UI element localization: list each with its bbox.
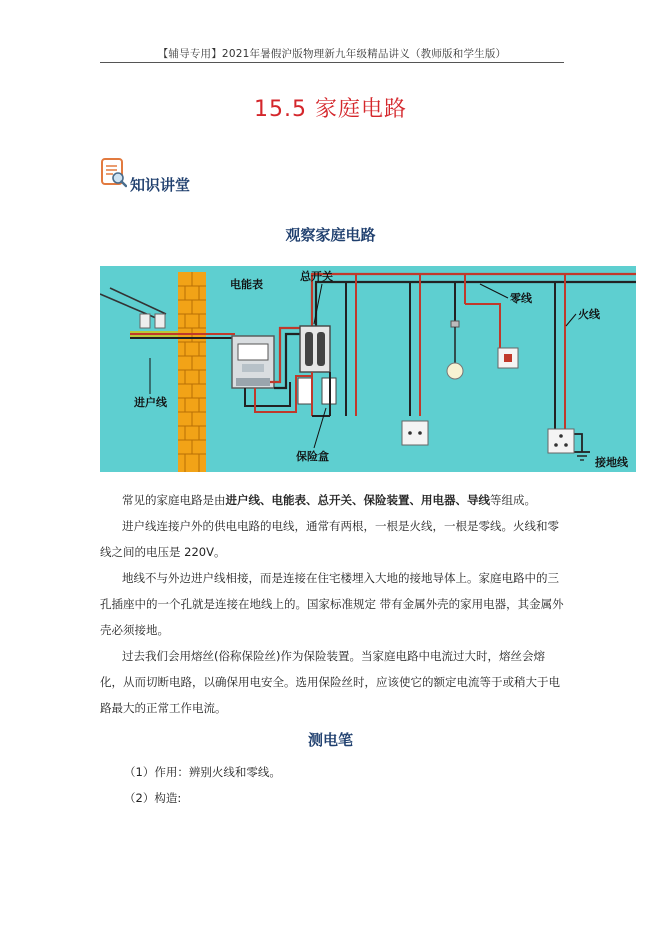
light-bulb <box>447 363 463 379</box>
label-meter: 电能表 <box>230 278 263 291</box>
label-main-switch: 总开关 <box>300 270 333 283</box>
heading-observe-circuit: 观察家庭电路 <box>285 226 376 244</box>
paragraph-fuse: 过去我们会用熔丝(俗称保险丝)作为保险装置。当家庭电路中电流过大时，熔丝会熔化，从而切断电路，以确保用电安全。选用保险丝时，应该使它的额定电流等于或稍大于电路最大的正常工作电流。 <box>100 649 560 715</box>
electric-meter <box>232 336 274 388</box>
header-divider <box>100 62 564 63</box>
page-header: 【辅导专用】2021年暑假沪版物理新九年级精品讲义（教师版和学生版） <box>157 48 507 60</box>
main-switch <box>300 326 330 372</box>
heading-test-pen: 测电笔 <box>307 731 353 749</box>
household-circuit-diagram <box>100 266 636 472</box>
label-service-line: 进户线 <box>134 396 167 409</box>
label-fuse-box: 保险盒 <box>296 450 329 463</box>
notebook-magnifier-icon <box>101 158 127 188</box>
section-title: 知识讲堂 <box>130 176 191 194</box>
label-neutral: 零线 <box>510 292 532 305</box>
label-live: 火线 <box>578 308 600 321</box>
brick-wall <box>178 272 206 472</box>
label-ground: 接地线 <box>595 456 628 469</box>
list-item-structure: （2）构造: <box>124 791 182 805</box>
paragraph-components: 常见的家庭电路是由进户线、电能表、总开关、保险装置、用电器、导线等组成。 <box>122 493 536 507</box>
two-hole-socket <box>402 421 428 445</box>
paragraph-ground-wire: 地线不与外边进户线相接，而是连接在住宅楼埋入大地的接地导体上。家庭电路中的三孔插座中的一个孔就是连接在地线上的。国家标准规定 带有金属外壳的家用电器，其金属外壳必须接地。 <box>100 571 564 637</box>
three-hole-socket <box>548 429 574 453</box>
page-title: 15.5 家庭电路 <box>254 97 407 122</box>
list-item-function: （1）作用：辨别火线和零线。 <box>124 765 281 779</box>
paragraph-service-line: 进户线连接户外的供电电路的电线，通常有两根，一根是火线，一根是零线。火线和零线之间的电压是 220V。 <box>100 519 559 559</box>
